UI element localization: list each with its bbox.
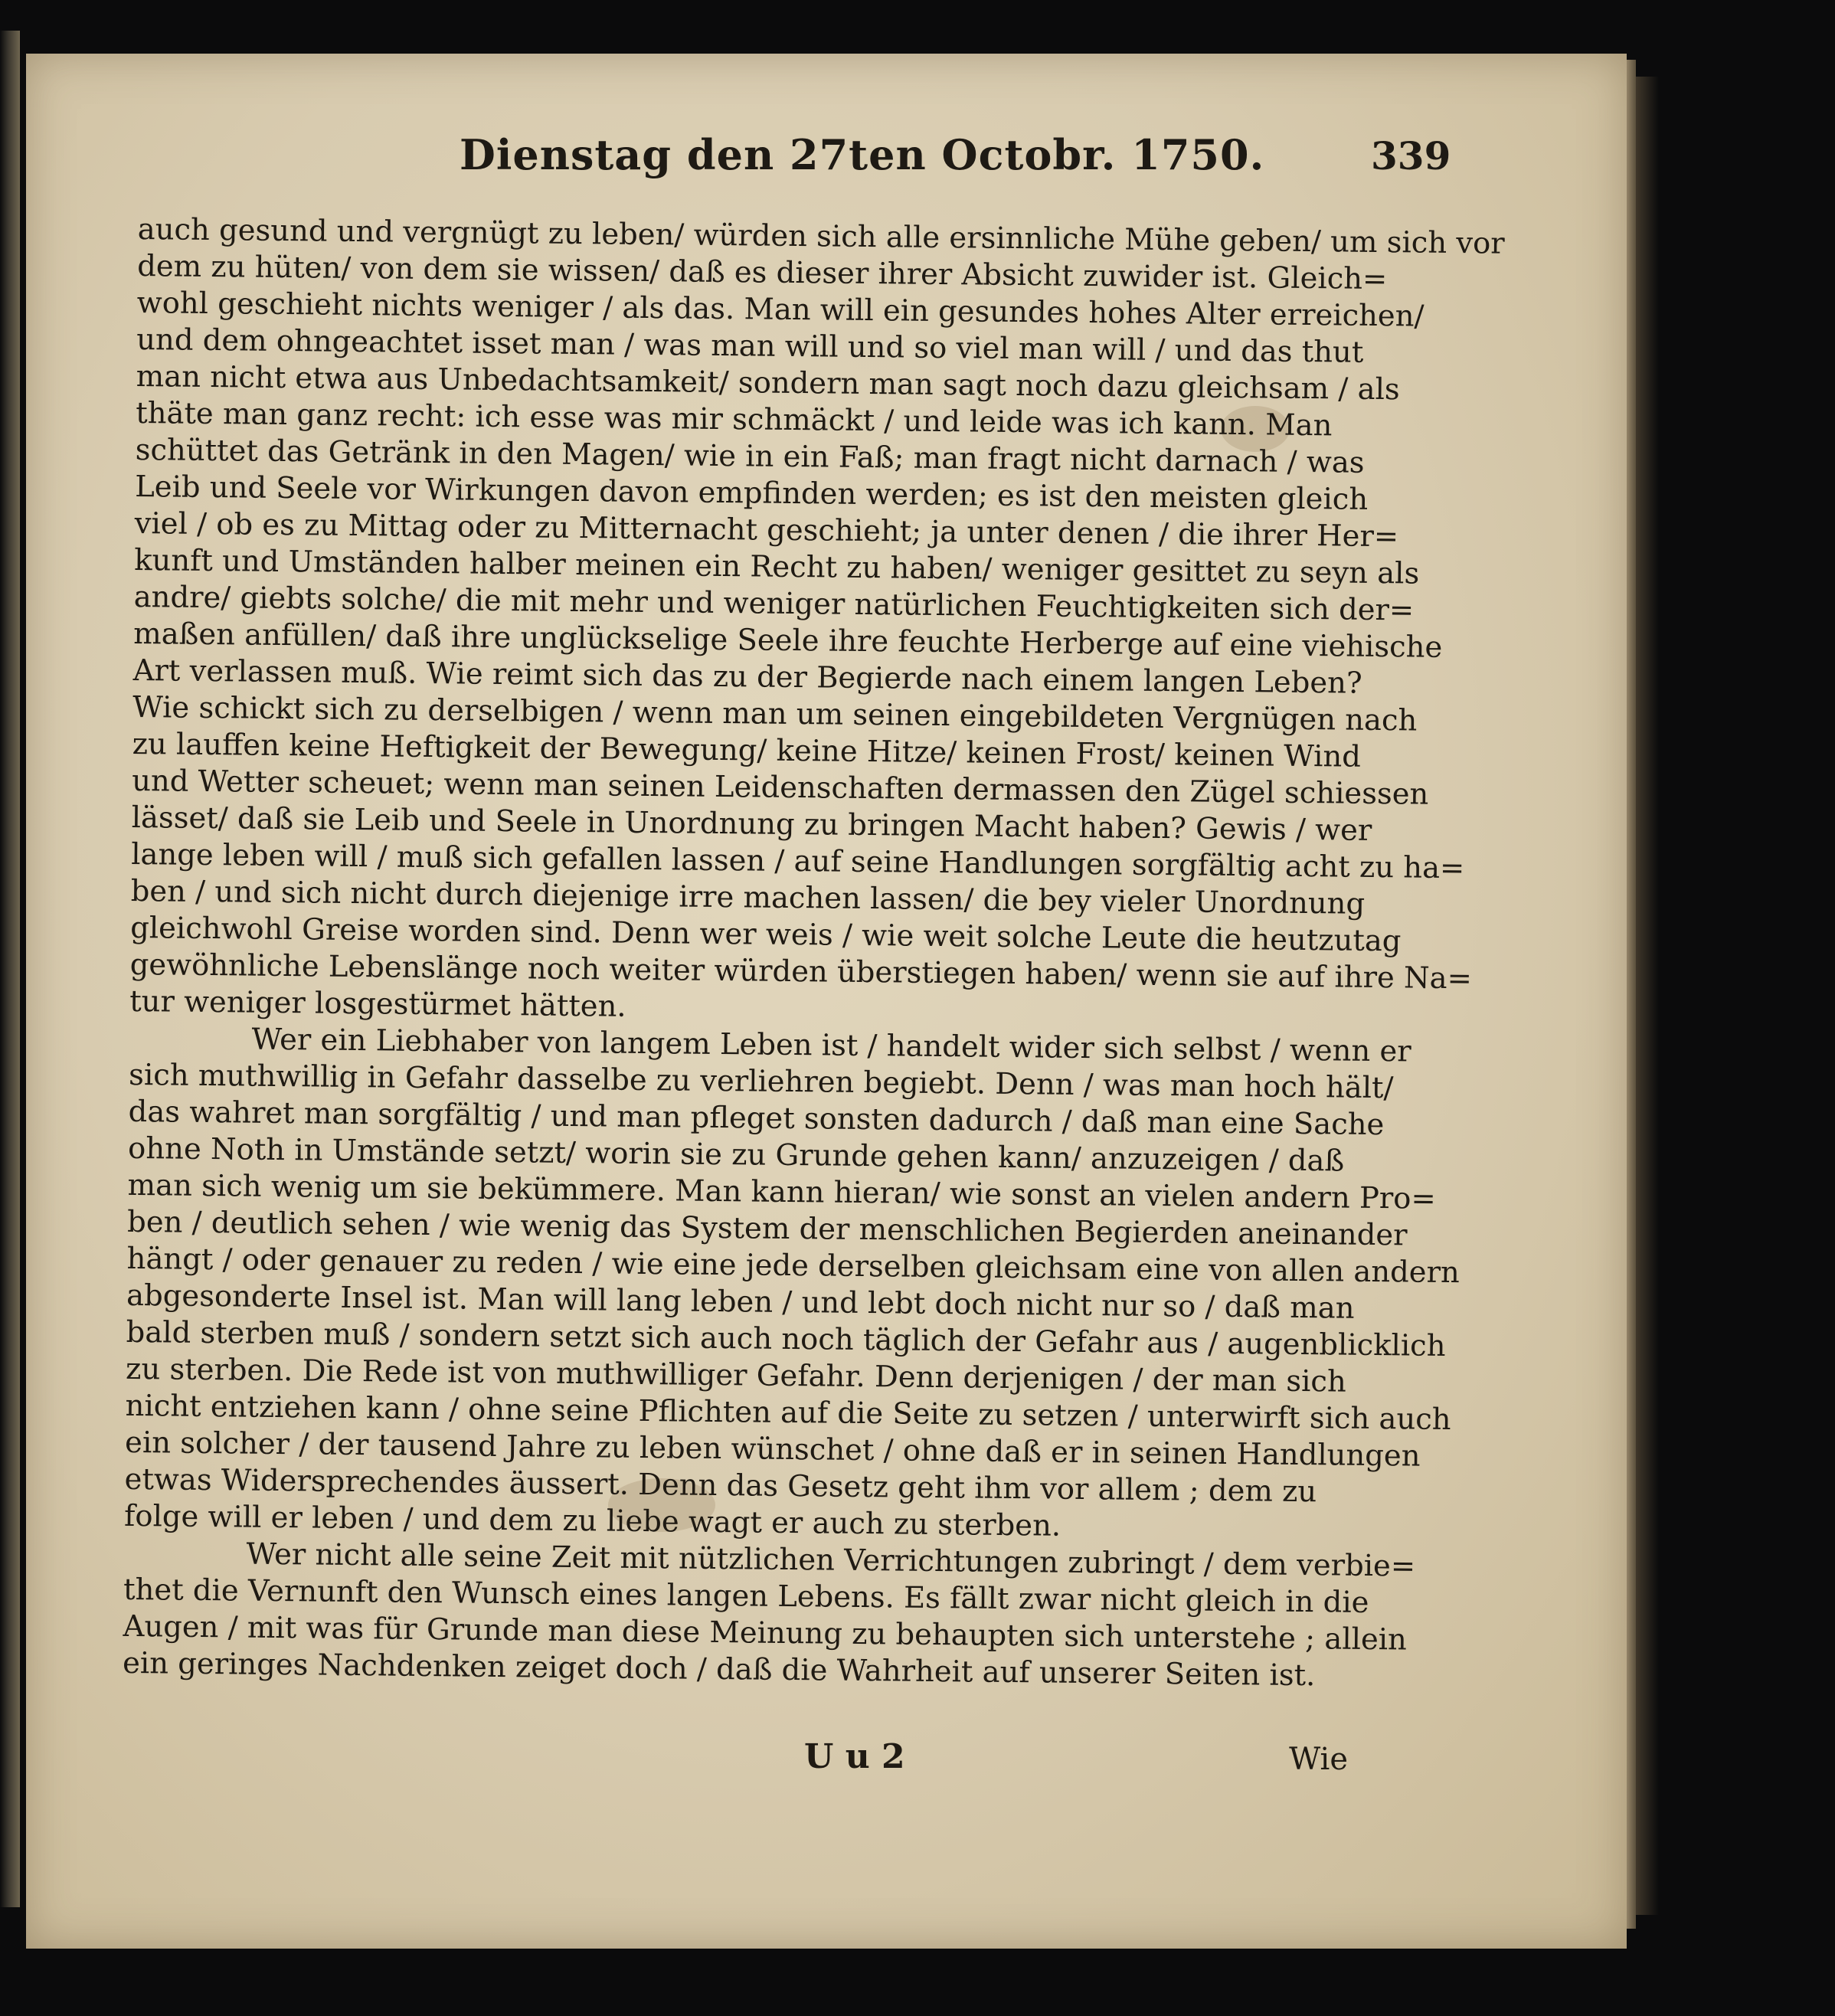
text-line: man nicht etwa aus Unbedachtsamkeit/ sondern man sagt noch dazu gleichsam / als	[136, 358, 1400, 407]
text-line: zu lauffen keine Heftigkeit der Bewegung/ keine Hitze/ keinen Frost/ keinen Wind	[132, 726, 1362, 774]
text-line: andre/ giebts solche/ die mit mehr und weniger natürlichen Feuchtigkeiten sich der=	[133, 579, 1415, 628]
text-line: und dem ohngeachtet isset man / was man will und so viel man will / und das thut	[136, 322, 1364, 370]
text-line: folge will er leben / und dem zu liebe wagt er auch zu sterben.	[123, 1498, 1061, 1543]
signature-mark: U u 2	[804, 1737, 905, 1776]
text-line: maßen anfüllen/ daß ihre unglückselige Seele ihre feuchte Herberge auf eine viehische	[132, 616, 1443, 665]
text-line: Augen / mit was für Grunde man diese Meinung zu behaupten sich unterstehe ; allein	[123, 1609, 1408, 1658]
text-line: abgesonderte Insel ist. Man will lang leben / und lebt doch nicht nur so / daß man	[126, 1278, 1355, 1326]
text-line: das wahret man sorgfältig / und man pfleget sonsten dadurch / daß man eine Sache	[128, 1094, 1385, 1143]
text-line: etwas Widersprechendes äussert. Denn das Gesetz geht ihm vor allem ; dem zu	[124, 1461, 1317, 1510]
text-line: auch gesund und vergnügt zu leben/ würden sich alle ersinnliche Mühe geben/ um sich vor	[137, 211, 1505, 261]
text-line: man sich wenig um sie bekümmere. Man kann hieran/ wie sonst an vielen andern Pro=	[127, 1167, 1436, 1216]
text-line: kunft und Umständen halber meinen ein Recht zu haben/ weniger gesittet zu seyn als	[133, 542, 1420, 591]
text-line: und Wetter scheuet; wenn man seinen Leidenschaften dermassen den Zügel schiessen	[131, 763, 1429, 812]
text-line: Art verlassen muß. Wie reimt sich das zu der Begierde nach einem langen Leben?	[132, 653, 1362, 701]
text-line: nicht entziehen kann / ohne seine Pflichten auf die Seite zu setzen / unterwirft sich auch	[125, 1388, 1451, 1438]
text-line: thet die Vernunft den Wunsch eines langen Lebens. Es fällt zwar nicht gleich in die	[123, 1572, 1369, 1620]
paragraph-container	[122, 211, 1505, 1694]
page-footer	[138, 1737, 1348, 1783]
text-line: ben / und sich nicht durch diejenige irre machen lassen/ die bey vieler Unordnung	[130, 873, 1366, 921]
text-line: Leib und Seele vor Wirkungen davon empfinden werden; es ist den meisten gleich	[134, 469, 1369, 517]
page-header	[130, 130, 1582, 191]
text-line: ben / deutlich sehen / wie wenig das System der menschlichen Begierden aneinander	[126, 1204, 1408, 1253]
text-line: hängt / oder genauer zu reden / wie eine jede derselben gleichsam eine von allen andern	[126, 1241, 1460, 1291]
previous-page-edge	[0, 31, 20, 1907]
text-line: gleichwohl Greise worden sind. Denn wer weis / wie weit solche Leute die heutzutag	[129, 910, 1402, 959]
body-text	[122, 211, 1505, 1694]
text-line: gewöhnliche Lebenslänge noch weiter würden überstiegen haben/ wenn sie auf ihre Na=	[129, 947, 1473, 997]
text-line: Wie schickt sich zu derselbigen / wenn man um seinen eingebildeten Vergnügen nach	[132, 689, 1418, 738]
text-line: Wer ein Liebhaber von langem Leben ist / handelt wider sich selbst / wenn er	[251, 1022, 1411, 1069]
catchword: Wie	[1289, 1742, 1348, 1777]
text-line: tur weniger losgestürmet hätten.	[129, 983, 626, 1024]
running-head: Dienstag den 27ten Octobr. 1750.	[460, 130, 1265, 179]
page-number: 339	[1371, 133, 1451, 178]
text-line: Wer nicht alle seine Zeit mit nützlichen Verrichtungen zubringt / dem verbie=	[246, 1537, 1416, 1584]
text-line: viel / ob es zu Mittag oder zu Mitternacht geschieht; ja unter denen / die ihrer Her=	[134, 506, 1399, 555]
text-line: lange leben will / muß sich gefallen lassen / auf seine Handlungen sorgfältig acht zu ha=	[130, 836, 1465, 886]
paragraph	[122, 1535, 1416, 1695]
text-line: zu sterben. Die Rede ist von muthwilliger Gefahr. Denn derjenigen / der man sich	[125, 1351, 1346, 1399]
text-line: schüttet das Getränk in den Magen/ wie in ein Faß; man fragt nicht darnach / was	[135, 432, 1365, 480]
paragraph	[123, 1020, 1460, 1548]
paragraph	[129, 211, 1505, 1033]
text-line: ein geringes Nachdenken zeiget doch / daß die Wahrheit auf unserer Seiten ist.	[122, 1645, 1316, 1694]
text-line: dem zu hüten/ von dem sie wissen/ daß es dieser ihrer Absicht zuwider ist. Gleich=	[137, 248, 1388, 297]
text-line: lässet/ daß sie Leib und Seele in Unordnung zu bringen Macht haben? Gewis / wer	[131, 800, 1372, 848]
text-line: thäte man ganz recht: ich esse was mir schmäckt / und leide was ich kann. Man	[136, 395, 1333, 443]
text-line: sich muthwillig in Gefahr dasselbe zu verliehren begiebt. Denn / was man hoch hält/	[128, 1057, 1394, 1106]
text-line: ohne Noth in Umstände setzt/ worin sie zu Grunde gehen kann/ anzuzeigen / daß	[127, 1131, 1345, 1179]
text-line: ein solcher / der tausend Jahre zu leben wünschet / ohne daß er in seinen Handlungen	[124, 1425, 1421, 1474]
text-line: bald sterben muß / sondern setzt sich auch noch täglich der Gefahr aus / augenblicklich	[126, 1314, 1446, 1363]
text-line: wohl geschieht nichts weniger / als das. Man will ein gesundes hohes Alter erreichen/	[136, 285, 1424, 334]
